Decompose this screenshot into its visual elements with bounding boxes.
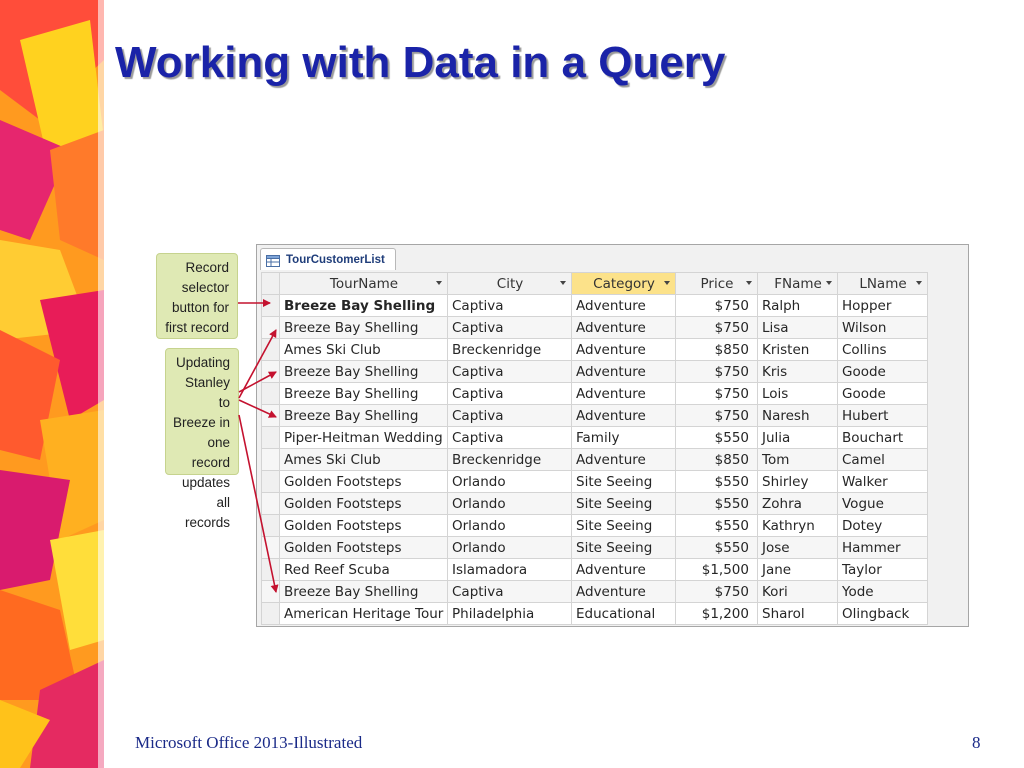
price-cell[interactable]: $750 — [676, 295, 758, 317]
column-header-label: City — [496, 275, 524, 292]
city-cell[interactable]: Captiva — [448, 405, 572, 427]
callout-line: all records — [184, 495, 230, 530]
fname-cell[interactable]: Zohra — [758, 493, 838, 515]
column-header-lname[interactable] — [838, 273, 928, 295]
table-row — [262, 581, 928, 603]
column-header-city[interactable] — [448, 273, 572, 295]
callout-line: Record — [185, 260, 229, 275]
fname-cell[interactable]: Jane — [758, 559, 838, 581]
tourname-cell[interactable]: Ames Ski Club — [280, 339, 448, 361]
dropdown-arrow-icon[interactable] — [916, 281, 922, 285]
lname-cell[interactable]: Camel — [838, 449, 928, 471]
fname-cell[interactable]: Sharol — [758, 603, 838, 625]
datasheet-window — [256, 244, 969, 627]
category-cell[interactable]: Site Seeing — [572, 493, 676, 515]
city-cell[interactable]: Orlando — [448, 515, 572, 537]
decorative-side-banner — [0, 0, 104, 768]
price-cell[interactable]: $750 — [676, 361, 758, 383]
tourname-cell[interactable]: Breeze Bay Shelling — [280, 383, 448, 405]
callout-line: updates — [181, 475, 230, 490]
record-selector-button[interactable] — [262, 317, 280, 339]
fname-cell[interactable]: Lois — [758, 383, 838, 405]
table-row — [262, 603, 928, 625]
record-selector-button[interactable] — [262, 449, 280, 471]
table-row — [262, 405, 928, 427]
slide-page-number: 8 — [972, 733, 981, 752]
city-cell[interactable]: Orlando — [448, 471, 572, 493]
city-cell[interactable]: Breckenridge — [448, 449, 572, 471]
price-cell[interactable]: $850 — [676, 339, 758, 361]
column-header-label: Category — [593, 275, 655, 292]
table-row — [262, 427, 928, 449]
dropdown-arrow-icon[interactable] — [664, 281, 670, 285]
callout-line: Breeze in — [172, 415, 230, 430]
category-cell[interactable]: Adventure — [572, 383, 676, 405]
fname-cell[interactable]: Kathryn — [758, 515, 838, 537]
table-row — [262, 493, 928, 515]
lname-cell[interactable]: Hopper — [838, 295, 928, 317]
fname-cell[interactable]: Kristen — [758, 339, 838, 361]
table-row — [262, 295, 928, 317]
record-selector-button[interactable] — [262, 361, 280, 383]
city-cell[interactable]: Orlando — [448, 493, 572, 515]
record-selector-callout — [156, 253, 238, 339]
lname-cell[interactable]: Vogue — [838, 493, 928, 515]
price-cell[interactable]: $1,500 — [676, 559, 758, 581]
lname-cell[interactable]: Taylor — [838, 559, 928, 581]
record-selector-button[interactable] — [262, 339, 280, 361]
price-cell[interactable]: $550 — [676, 471, 758, 493]
column-header-label: LName — [859, 275, 907, 292]
category-cell[interactable]: Adventure — [572, 559, 676, 581]
callout-line: one record — [191, 435, 230, 470]
table-row — [262, 515, 928, 537]
column-header-label: TourName — [329, 275, 399, 292]
callout-line: Stanley to — [184, 375, 230, 410]
record-selector-button[interactable] — [262, 427, 280, 449]
column-header-label: FName — [774, 275, 822, 292]
price-cell[interactable]: $850 — [676, 449, 758, 471]
dropdown-arrow-icon[interactable] — [560, 281, 566, 285]
price-cell[interactable]: $1,200 — [676, 603, 758, 625]
tourname-cell[interactable]: Breeze Bay Shelling — [280, 581, 448, 603]
dropdown-arrow-icon[interactable] — [826, 281, 832, 285]
tourname-cell[interactable]: Breeze Bay Shelling — [280, 405, 448, 427]
column-header-category[interactable] — [572, 273, 676, 295]
table-row — [262, 471, 928, 493]
lname-cell[interactable]: Goode — [838, 383, 928, 405]
table-row — [262, 383, 928, 405]
fname-cell[interactable]: Shirley — [758, 471, 838, 493]
lname-cell[interactable]: Hubert — [838, 405, 928, 427]
fname-cell[interactable]: Kori — [758, 581, 838, 603]
table-row — [262, 339, 928, 361]
record-selector-button[interactable] — [262, 295, 280, 317]
fname-cell[interactable]: Jose — [758, 537, 838, 559]
city-cell[interactable]: Orlando — [448, 537, 572, 559]
callout-line: button for — [171, 300, 229, 315]
query-tab[interactable] — [260, 248, 396, 270]
record-selector-button[interactable] — [262, 559, 280, 581]
city-cell[interactable]: Captiva — [448, 383, 572, 405]
updating-records-callout — [165, 348, 239, 530]
table-row — [262, 449, 928, 471]
city-cell[interactable]: Captiva — [448, 317, 572, 339]
price-cell[interactable]: $750 — [676, 317, 758, 339]
tourname-cell[interactable]: Golden Footsteps — [280, 537, 448, 559]
record-selector-button[interactable] — [262, 471, 280, 493]
fname-cell[interactable]: Julia — [758, 427, 838, 449]
price-cell[interactable]: $550 — [676, 537, 758, 559]
callout-line: selector — [181, 280, 229, 295]
table-row — [262, 317, 928, 339]
price-cell[interactable]: $550 — [676, 515, 758, 537]
header-row — [262, 273, 928, 295]
city-cell[interactable]: Captiva — [448, 361, 572, 383]
record-selector-button[interactable] — [262, 537, 280, 559]
tourname-cell[interactable]: Red Reef Scuba — [280, 559, 448, 581]
fname-cell[interactable]: Naresh — [758, 405, 838, 427]
category-cell[interactable]: Site Seeing — [572, 515, 676, 537]
tourname-cell[interactable]: Breeze Bay Shelling — [280, 295, 448, 317]
tourname-cell[interactable]: Golden Footsteps — [280, 493, 448, 515]
category-cell[interactable]: Adventure — [572, 295, 676, 317]
footer-course-title: Microsoft Office 2013-Illustrated — [135, 733, 363, 752]
category-cell[interactable]: Family — [572, 427, 676, 449]
column-header-fname[interactable] — [758, 273, 838, 295]
category-cell[interactable]: Educational — [572, 603, 676, 625]
lname-cell[interactable]: Walker — [838, 471, 928, 493]
dropdown-arrow-icon[interactable] — [436, 281, 442, 285]
tourname-cell[interactable]: Golden Footsteps — [280, 471, 448, 493]
city-cell[interactable]: Philadelphia — [448, 603, 572, 625]
tourname-cell[interactable]: Golden Footsteps — [280, 515, 448, 537]
table-row — [262, 361, 928, 383]
lname-cell[interactable]: Goode — [838, 361, 928, 383]
fname-cell[interactable]: Kris — [758, 361, 838, 383]
column-header-price[interactable] — [676, 273, 758, 295]
column-header-tourname[interactable] — [280, 273, 448, 295]
city-cell[interactable]: Captiva — [448, 581, 572, 603]
record-selector-button[interactable] — [262, 515, 280, 537]
city-cell[interactable]: Captiva — [448, 295, 572, 317]
record-selector-button[interactable] — [262, 383, 280, 405]
category-cell[interactable]: Adventure — [572, 581, 676, 603]
price-cell[interactable]: $750 — [676, 405, 758, 427]
lname-cell[interactable]: Bouchart — [838, 427, 928, 449]
dropdown-arrow-icon[interactable] — [746, 281, 752, 285]
tourname-cell[interactable]: American Heritage Tour — [280, 603, 448, 625]
lname-cell[interactable]: Yode — [838, 581, 928, 603]
record-selector-button[interactable] — [262, 405, 280, 427]
category-cell[interactable]: Site Seeing — [572, 471, 676, 493]
callout-line: Updating — [175, 355, 230, 370]
datasheet-grid — [261, 272, 928, 625]
city-cell[interactable]: Captiva — [448, 427, 572, 449]
table-row — [262, 559, 928, 581]
price-cell[interactable]: $750 — [676, 581, 758, 603]
query-tab-label: TourCustomerList — [286, 253, 385, 266]
city-cell[interactable]: Breckenridge — [448, 339, 572, 361]
record-selector-button[interactable] — [262, 603, 280, 625]
price-cell[interactable]: $550 — [676, 427, 758, 449]
tourname-cell[interactable]: Breeze Bay Shelling — [280, 361, 448, 383]
fname-cell[interactable]: Lisa — [758, 317, 838, 339]
lname-cell[interactable]: Hammer — [838, 537, 928, 559]
tourname-cell[interactable]: Ames Ski Club — [280, 449, 448, 471]
category-cell[interactable]: Adventure — [572, 361, 676, 383]
query-icon — [266, 254, 280, 266]
fname-cell[interactable]: Ralph — [758, 295, 838, 317]
city-cell[interactable]: Islamadora — [448, 559, 572, 581]
category-cell[interactable]: Adventure — [572, 317, 676, 339]
category-cell[interactable]: Site Seeing — [572, 537, 676, 559]
category-cell[interactable]: Adventure — [572, 339, 676, 361]
callout-line: first record — [165, 320, 229, 335]
record-selector-button[interactable] — [262, 581, 280, 603]
lname-cell[interactable]: Collins — [838, 339, 928, 361]
lname-cell[interactable]: Dotey — [838, 515, 928, 537]
record-selector-button[interactable] — [262, 493, 280, 515]
slide-title: Working with Data in a Query — [115, 38, 726, 87]
tourname-cell[interactable]: Piper-Heitman Wedding — [280, 427, 448, 449]
category-cell[interactable]: Adventure — [572, 405, 676, 427]
table-row — [262, 537, 928, 559]
lname-cell[interactable]: Olingback — [838, 603, 928, 625]
column-header-label: Price — [700, 275, 734, 292]
fname-cell[interactable]: Tom — [758, 449, 838, 471]
tourname-cell[interactable]: Breeze Bay Shelling — [280, 317, 448, 339]
price-cell[interactable]: $750 — [676, 383, 758, 405]
select-all-button[interactable] — [262, 273, 280, 295]
category-cell[interactable]: Adventure — [572, 449, 676, 471]
price-cell[interactable]: $550 — [676, 493, 758, 515]
lname-cell[interactable]: Wilson — [838, 317, 928, 339]
